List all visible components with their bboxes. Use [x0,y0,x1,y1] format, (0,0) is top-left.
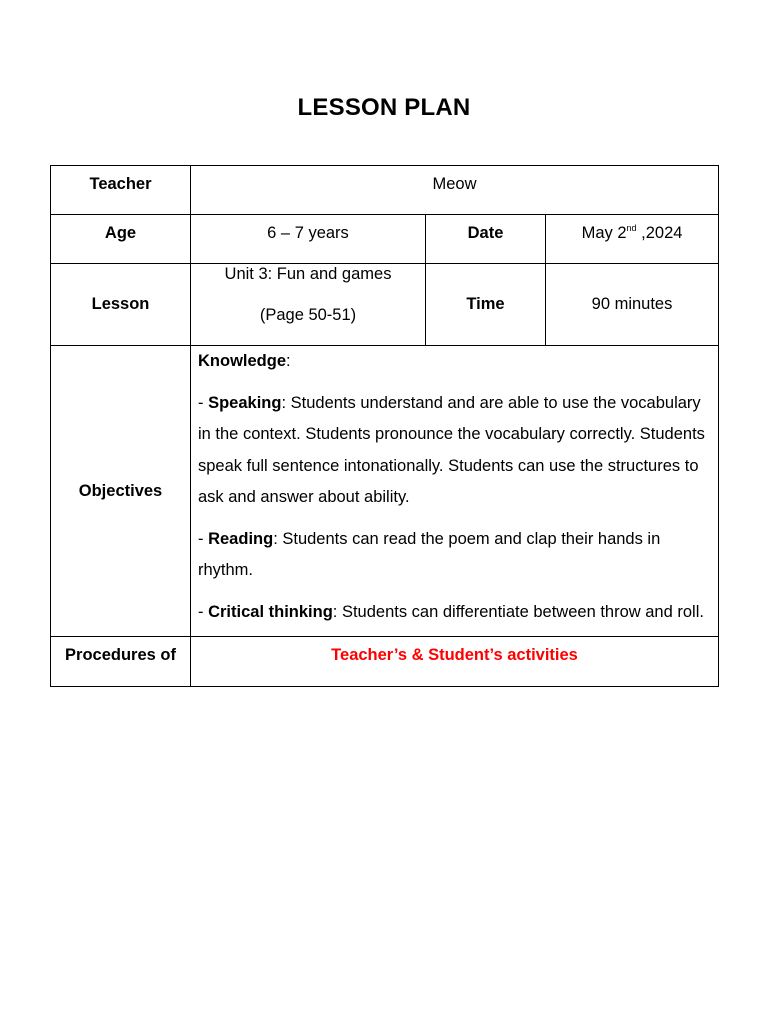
teacher-label: Teacher [51,166,191,215]
page-title: LESSON PLAN [297,94,471,121]
knowledge-heading: Knowledge: [198,352,291,370]
age-label: Age [51,215,191,264]
objectives-content [191,346,719,637]
lesson-label: Lesson [51,264,191,346]
date-year: ,2024 [636,224,683,242]
age-value: 6 – 7 years [191,215,426,264]
lesson-plan-table [50,165,719,687]
objective-item-reading: - Reading: Students can read the poem and clap their hands in rhythm. [198,529,661,579]
date-suffix: nd [626,223,637,233]
lesson-row [51,264,719,346]
objectives-row [51,346,719,637]
date-label: Date [426,215,546,264]
procedures-label: Procedures of [51,637,191,687]
lesson-unit: Unit 3: Fun and games [224,265,392,283]
objective-item-speaking: - Speaking: Students understand and are able to use the vocabulary in the context. Students pronounce the vocabulary correctly. Students speak full sentence intonationally. Students can use the structures to ask and answer about ability. [198,393,705,506]
objective-item-critical-thinking: - Critical thinking: Students can differentiate between throw and roll. [198,602,704,621]
teacher-row [51,166,719,215]
time-value: 90 minutes [546,264,719,346]
procedures-value: Teacher’s & Student’s activities [191,637,719,687]
lesson-value [191,264,426,346]
time-label: Time [426,264,546,346]
date-main: May 2 [581,224,627,242]
teacher-value: Meow [191,166,719,215]
date-value [546,215,719,264]
lesson-page: (Page 50-51) [259,306,357,324]
procedures-row [51,637,719,687]
objectives-label: Objectives [51,346,191,637]
age-row [51,215,719,264]
